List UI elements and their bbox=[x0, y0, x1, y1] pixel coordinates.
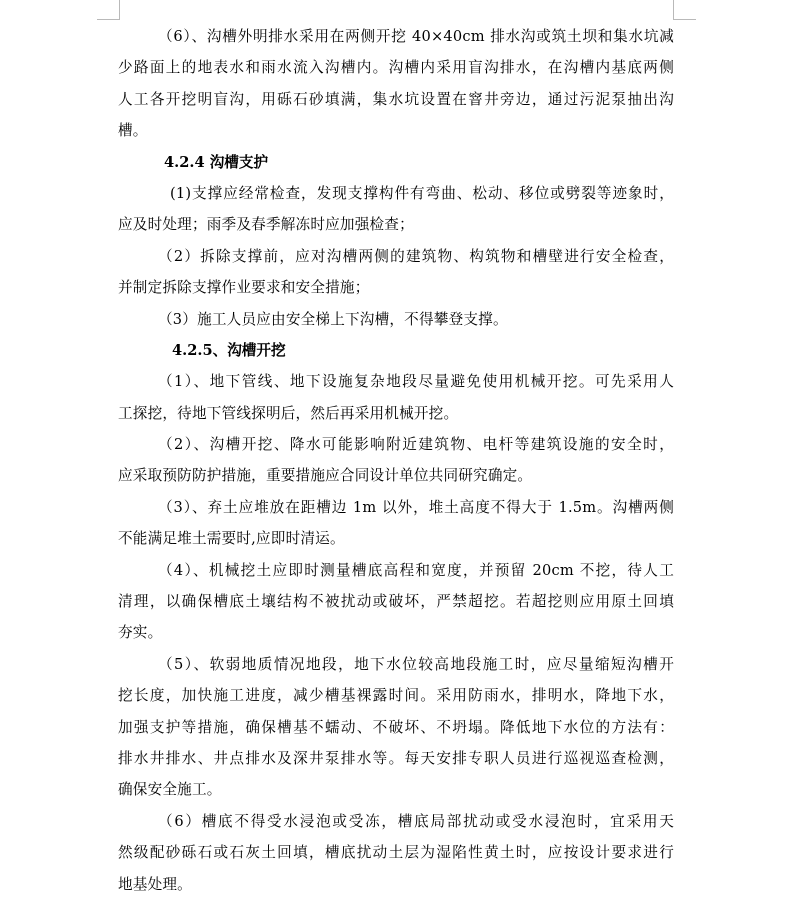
paragraph-line: 夯实。 bbox=[118, 624, 163, 642]
paragraph bbox=[118, 806, 674, 900]
paragraph-line: 确保安全施工。 bbox=[118, 781, 222, 799]
paragraph-line: 少路面上的地表水和雨水流入沟槽内。沟槽内采用盲沟排水，在沟槽内基底两侧 bbox=[118, 59, 674, 77]
page-corner-mark-right bbox=[673, 0, 696, 20]
paragraph-line: (1)支撑应经常检查，发现支撑构件有弯曲、松动、移位或劈裂等迹象时， bbox=[170, 184, 674, 202]
paragraph-line: （2）、沟槽开挖、降水可能影响附近建筑物、电杆等建筑设施的安全时， bbox=[158, 436, 674, 454]
paragraph-line: 工探挖，待地下管线探明后，然后再采用机械开挖。 bbox=[118, 404, 459, 422]
paragraph-line: （3）施工人员应由安全梯上下沟槽，不得攀登支撑。 bbox=[158, 310, 508, 328]
section-heading: 4.2.4 沟槽支护 bbox=[164, 153, 269, 171]
paragraph-line: 挖长度，加快施工进度，减少槽基裸露时间。采用防雨水，排明水，降地下水， bbox=[118, 687, 674, 705]
paragraph-line: 人工各开挖明盲沟，用砾石砂填满，集水坑设置在窨井旁边，通过污泥泵抽出沟 bbox=[118, 90, 674, 108]
paragraph-line: 不能满足堆土需要时,应即时清运。 bbox=[118, 530, 345, 548]
paragraph bbox=[118, 241, 674, 304]
paragraph-line: 清理，以确保槽底土壤结构不被扰动或破坏，严禁超挖。若超挖则应用原土回填 bbox=[118, 593, 674, 611]
paragraph bbox=[118, 429, 674, 492]
paragraph-line: （6）槽底不得受水浸泡或受冻，槽底局部扰动或受水浸泡时，宜采用天 bbox=[158, 812, 674, 830]
paragraph-line: 加强支护等措施，确保槽基不蠕动、不破坏、不坍塌。降低地下水位的方法有： bbox=[118, 718, 674, 736]
paragraph-line: 排水井排水、井点排水及深井泵排水等。每天安排专职人员进行巡视巡查检测， bbox=[118, 749, 674, 767]
page-corner-mark-left bbox=[97, 0, 120, 20]
paragraph bbox=[118, 492, 674, 555]
paragraph-line: 槽。 bbox=[118, 122, 148, 140]
paragraph bbox=[118, 555, 674, 649]
paragraph-line: （1）、地下管线、地下设施复杂地段尽量避免使用机械开挖。可先采用人 bbox=[158, 373, 674, 391]
paragraph-line: （2）拆除支撑前，应对沟槽两侧的建筑物、构筑物和槽壁进行安全检查， bbox=[158, 247, 674, 265]
paragraph-line: （3）、弃土应堆放在距槽边 1m 以外，堆土高度不得大于 1.5m。沟槽两侧 bbox=[158, 498, 674, 516]
paragraph-line: 并制定拆除支撑作业要求和安全措施； bbox=[118, 279, 370, 297]
paragraph bbox=[118, 649, 674, 806]
section-heading: 4.2.5、沟槽开挖 bbox=[172, 341, 286, 359]
paragraph-line: 然级配砂砾石或石灰土回填，槽底扰动土层为湿陷性黄土时，应按设计要求进行 bbox=[118, 844, 674, 862]
paragraph-line: （4）、机械挖土应即时测量槽底高程和宽度，并预留 20cm 不挖，待人工 bbox=[158, 561, 674, 579]
paragraph bbox=[118, 21, 674, 147]
paragraph bbox=[118, 178, 674, 241]
paragraph bbox=[118, 366, 674, 429]
paragraph-line: （6）、沟槽外明排水采用在两侧开挖 40×40cm 排水沟或筑土坝和集水坑减 bbox=[158, 28, 674, 45]
paragraph-line: 应采取预防防护措施，重要措施应合同设计单位共同研究确定。 bbox=[118, 467, 533, 485]
paragraph-line: 地基处理。 bbox=[118, 875, 192, 893]
paragraph-line: （5）、软弱地质情况地段，地下水位较高地段施工时，应尽量缩短沟槽开 bbox=[158, 655, 674, 673]
paragraph-line: 应及时处理；雨季及春季解冻时应加强检查； bbox=[118, 216, 414, 234]
document-body bbox=[118, 21, 674, 900]
paragraph bbox=[118, 304, 674, 335]
